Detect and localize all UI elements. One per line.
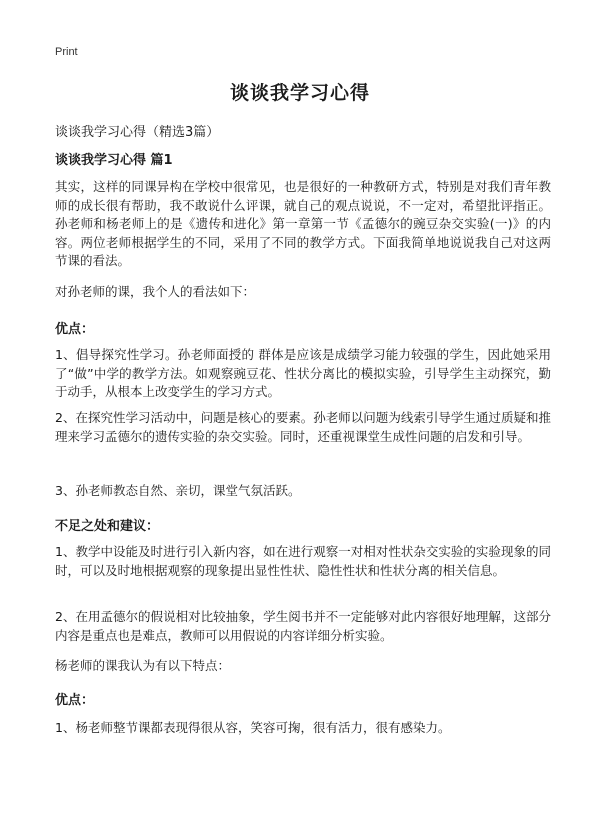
paragraph-merit-1: 1、倡导探究性学习。孙老师面授的 群体是应该是成绩学习能力较强的学生，因此她采用了“做”中学的教学方法。如观察豌豆花、性状分离比的模拟实验，引导学生主动探究，勤于动手，从根本上改变学生的学习方式。 bbox=[55, 347, 551, 399]
paragraph-yang-merit-1: 1、杨老师整节课都表现得很从容，笑容可掬，很有活力，很有感染力。 bbox=[55, 720, 451, 735]
document-title: 谈谈我学习心得 bbox=[229, 82, 370, 104]
paragraph-merit-2: 2、在探究性学习活动中，问题是核心的要素。孙老师以问题为线索引导学生通过质疑和推理来学习孟德尔的遗传实验的杂交实验。同时，还重视课堂生成性问题的启发和引导。 bbox=[55, 410, 551, 444]
paragraph-sun-view: 对孙老师的课，我个人的看法如下： bbox=[55, 284, 256, 299]
print-label[interactable]: Print bbox=[55, 46, 78, 58]
paragraph-shortcoming-1: 1、教学中设能及时进行引入新内容，如在进行观察一对相对性状杂交实验的实验现象的同时，可以及时地根据观察的现象提出显性性状、隐性性状和性状分离的相关信息。 bbox=[55, 544, 551, 578]
paragraph-shortcoming-2: 2、在用孟德尔的假说相对比较抽象，学生阅书并不一定能够对此内容很好地理解，这部分内容是重点也是难点，教师可以用假说的内容详细分析实验。 bbox=[55, 609, 551, 643]
section-heading: 谈谈我学习心得 篇1 bbox=[55, 153, 173, 168]
paragraph-intro: 其实，这样的同课异构在学校中很常见，也是很好的一种教研方式，特别是对我们青年教师的成长很有帮助，我不敢说什么评课，就自己的观点说说，不一定对，希望批评指正。孙老师和杨老师上的是《遗传和进化》第一章第一节《孟德尔的豌豆杂交实验(一)》的内容。两位老师根据学生的不同，采用了不同的教学方式。下面我简单地说说我自己对这两节课的看法。 bbox=[55, 179, 551, 268]
shortcomings-heading: 不足之处和建议： bbox=[55, 519, 160, 534]
yang-merits-heading: 优点： bbox=[55, 693, 95, 708]
paragraph-yang-view: 杨老师的课我认为有以下特点： bbox=[55, 658, 231, 673]
paragraph-merit-3: 3、孙老师教态自然、亲切，课堂气氛活跃。 bbox=[55, 483, 301, 498]
merits-heading: 优点： bbox=[55, 322, 95, 337]
document-subtitle: 谈谈我学习心得（精选3篇） bbox=[55, 125, 220, 140]
